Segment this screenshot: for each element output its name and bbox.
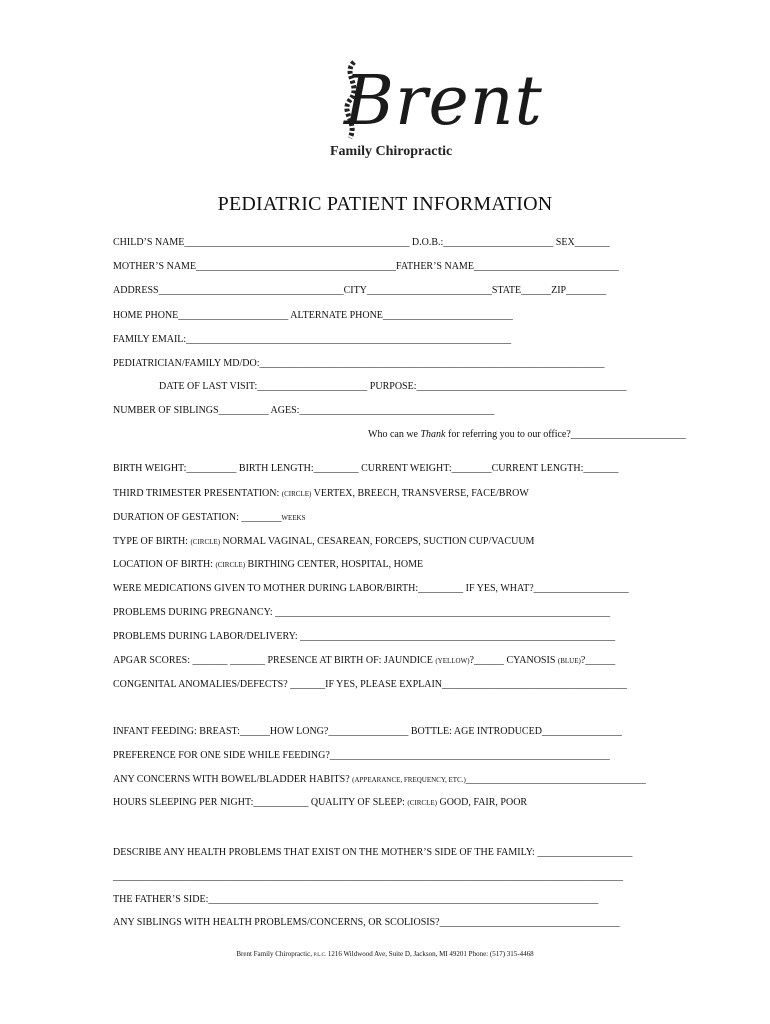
referral-text-a: Who can we <box>368 429 421 440</box>
mothers-side-blank-line[interactable]: ______________________________________________________________________________________________________ <box>113 871 623 882</box>
circle-note: (CIRCLE) <box>215 561 246 569</box>
phone-line[interactable]: HOME PHONE______________________ ALTERNATE PHONE__________________________ <box>113 310 513 321</box>
circle-note: (CIRCLE) <box>190 538 221 546</box>
footer-plc: P.L.C. <box>313 953 327 958</box>
blue-note: (BLUE) <box>557 657 581 665</box>
childs-name-line[interactable]: CHILD’S NAME_____________________________________________ D.O.B.:______________________ SEX_______ <box>113 237 610 248</box>
bowel-bladder-line[interactable] <box>113 774 646 786</box>
medications-line[interactable]: WERE MEDICATIONS GIVEN TO MOTHER DURING LABOR/BIRTH:_________ IF YES, WHAT?___________________ <box>113 583 629 594</box>
siblings-line[interactable]: NUMBER OF SIBLINGS__________ AGES:_______________________________________ <box>113 405 495 416</box>
gestation-label: DURATION OF GESTATION: ________ <box>113 512 282 523</box>
presentation-options: VERTEX, BREECH, TRANSVERSE, FACE/BROW <box>311 488 529 499</box>
family-email-line[interactable]: FAMILY EMAIL:_________________________________________________________________ <box>113 334 512 345</box>
birth-location-line[interactable] <box>113 559 423 571</box>
sleep-line[interactable] <box>113 797 527 809</box>
page-title: PEDIATRIC PATIENT INFORMATION <box>217 193 553 215</box>
sleep-options: GOOD, FAIR, POOR <box>436 797 528 808</box>
parents-name-line[interactable]: MOTHER’S NAME________________________________________FATHER’S NAME_____________________________ <box>113 261 619 272</box>
weeks-note: WEEKS <box>281 514 306 522</box>
infant-feeding-line[interactable]: INFANT FEEDING: BREAST:______HOW LONG?________________ BOTTLE: AGE INTRODUCED________________ <box>113 726 622 737</box>
mothers-side-line[interactable]: DESCRIBE ANY HEALTH PROBLEMS THAT EXIST ON THE MOTHER’S SIDE OF THE FAMILY: ___________________ <box>113 847 633 858</box>
referral-text-c: for referring you to our office?_______________________ <box>445 429 686 440</box>
birth-type-options: NORMAL VAGINAL, CESAREAN, FORCEPS, SUCTION CUP/VACUUM <box>220 536 535 547</box>
brent-logo <box>318 60 543 165</box>
footer-name: Brent Family Chiropractic, <box>236 950 314 958</box>
birth-type-label: TYPE OF BIRTH: <box>113 536 191 547</box>
birth-type-line[interactable] <box>113 536 534 548</box>
logo-subtitle: Family Chiropractic <box>330 144 453 159</box>
logo-wordmark: Brent <box>344 62 543 141</box>
delivery-problems-line[interactable]: PROBLEMS DURING LABOR/DELIVERY: _______________________________________________________________ <box>113 631 616 642</box>
cyanosis-label: ?______ CYANOSIS <box>469 655 558 666</box>
bowel-bladder-blank: ____________________________________ <box>465 774 646 785</box>
feeding-preference-line[interactable]: PREFERENCE FOR ONE SIDE WHILE FEEDING?________________________________________________________ <box>113 750 610 761</box>
footer-address <box>0 950 770 958</box>
fathers-side-line[interactable]: THE FATHER’S SIDE:______________________________________________________________________________ <box>113 894 599 905</box>
presentation-line[interactable] <box>113 488 529 500</box>
address-line[interactable]: ADDRESS_____________________________________CITY_________________________STATE______ZIP________ <box>113 285 607 296</box>
pediatrician-line[interactable]: PEDIATRICIAN/FAMILY MD/DO:_____________________________________________________________________ <box>113 358 605 369</box>
circle-note: (CIRCLE) <box>281 490 312 498</box>
apgar-label: APGAR SCORES: _______ _______ PRESENCE AT BIRTH OF: JAUNDICE <box>113 655 436 666</box>
apgar-line[interactable] <box>113 655 615 667</box>
birth-location-options: BIRTHING CENTER, HOSPITAL, HOME <box>245 559 424 570</box>
pregnancy-problems-line[interactable]: PROBLEMS DURING PREGNANCY: ___________________________________________________________________ <box>113 607 611 618</box>
siblings-health-line[interactable]: ANY SIBLINGS WITH HEALTH PROBLEMS/CONCERNS, OR SCOLIOSIS?____________________________________ <box>113 917 620 928</box>
bowel-bladder-label: ANY CONCERNS WITH BOWEL/BLADDER HABITS? <box>113 774 353 785</box>
referral-line[interactable] <box>368 429 686 441</box>
referral-thank: Thank <box>420 429 446 440</box>
appearance-note: (APPEARANCE, FREQUENCY, ETC.) <box>352 776 466 784</box>
last-visit-line[interactable]: DATE OF LAST VISIT:______________________ PURPOSE:__________________________________________ <box>159 381 627 392</box>
birth-location-label: LOCATION OF BIRTH: <box>113 559 216 570</box>
gestation-line[interactable] <box>113 512 305 524</box>
presentation-label: THIRD TRIMESTER PRESENTATION: <box>113 488 282 499</box>
circle-note: (CIRCLE) <box>407 799 437 807</box>
cyanosis-blank: ?______ <box>580 655 616 666</box>
sleep-label: HOURS SLEEPING PER NIGHT:___________ QUALITY OF SLEEP: <box>113 797 408 808</box>
yellow-note: (YELLOW) <box>435 657 470 665</box>
birth-measurements-line[interactable]: BIRTH WEIGHT:__________ BIRTH LENGTH:_________ CURRENT WEIGHT:________CURRENT LENGTH:_______ <box>113 463 619 474</box>
congenital-line[interactable]: CONGENITAL ANOMALIES/DEFECTS? _______IF YES, PLEASE EXPLAIN_____________________________________ <box>113 679 628 690</box>
footer-contact: 1216 Wildwood Ave, Suite D, Jackson, MI 49201 Phone: (517) 315-4468 <box>326 950 534 958</box>
